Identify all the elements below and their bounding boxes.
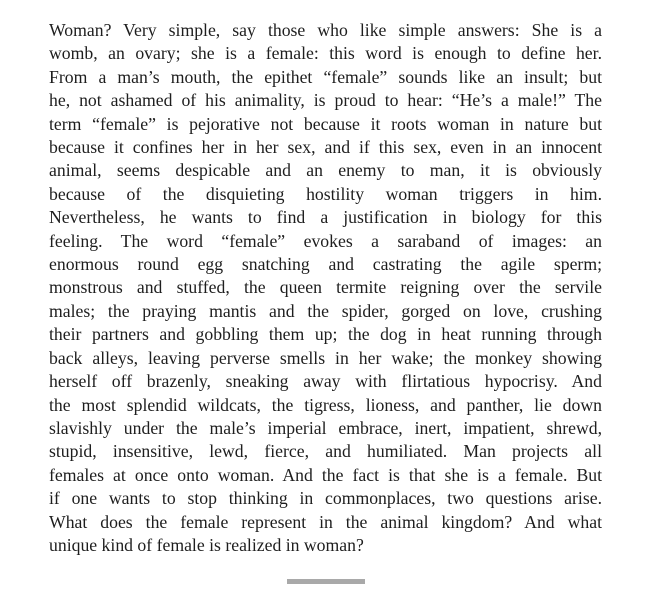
text-line: their partners and gobbling them up; the dog in heat running through: [49, 324, 602, 345]
text-line: males; the praying mantis and the spider, gorged on love, crushing: [49, 300, 602, 321]
text-line: herself off brazenly, sneaking away with flirtatious hypocrisy. And: [49, 371, 602, 392]
text-line: womb, an ovary; she is a female: this word is enough to define her.: [49, 43, 602, 64]
text-line: term “female” is pejorative not because it roots woman in nature but: [49, 113, 602, 134]
text-line: From a man’s mouth, the epithet “female” sounds like an insult; but: [49, 66, 602, 87]
page-break-divider: [287, 579, 365, 584]
text-line: stupid, insensitive, lewd, fierce, and humiliated. Man projects all: [49, 441, 602, 462]
text-line: if one wants to stop thinking in commonplaces, two questions arise.: [49, 488, 602, 509]
text-line: because of the disquieting hostility woman triggers in him.: [49, 183, 602, 204]
text-line: Woman? Very simple, say those who like simple answers: She is a: [49, 20, 602, 40]
text-line: because it confines her in her sex, and if this sex, even in an innocent: [49, 137, 602, 158]
paragraph: [49, 19, 602, 557]
text-line: back alleys, leaving perverse smells in her wake; the monkey showing: [49, 347, 602, 368]
text-line: What does the female represent in the animal kingdom? And what: [49, 511, 602, 532]
text-line: the most splendid wildcats, the tigress, lioness, and panther, lie down: [49, 394, 602, 415]
text-line: slavishly under the male’s imperial embrace, inert, impatient, shrewd,: [49, 417, 602, 438]
text-line: unique kind of female is realized in woman?: [49, 534, 364, 555]
text-line: monstrous and stuffed, the queen termite reigning over the servile: [49, 277, 602, 298]
text-line: feeling. The word “female” evokes a saraband of images: an: [49, 230, 602, 251]
text-line: he, not ashamed of his animality, is proud to hear: “He’s a male!” The: [49, 90, 602, 111]
text-line: Nevertheless, he wants to find a justification in biology for this: [49, 207, 602, 228]
text-line: animal, seems despicable and an enemy to man, it is obviously: [49, 160, 602, 181]
text-line: females at once onto woman. And the fact is that she is a female. But: [49, 464, 602, 485]
text-line: enormous round egg snatching and castrating the agile sperm;: [49, 254, 602, 275]
